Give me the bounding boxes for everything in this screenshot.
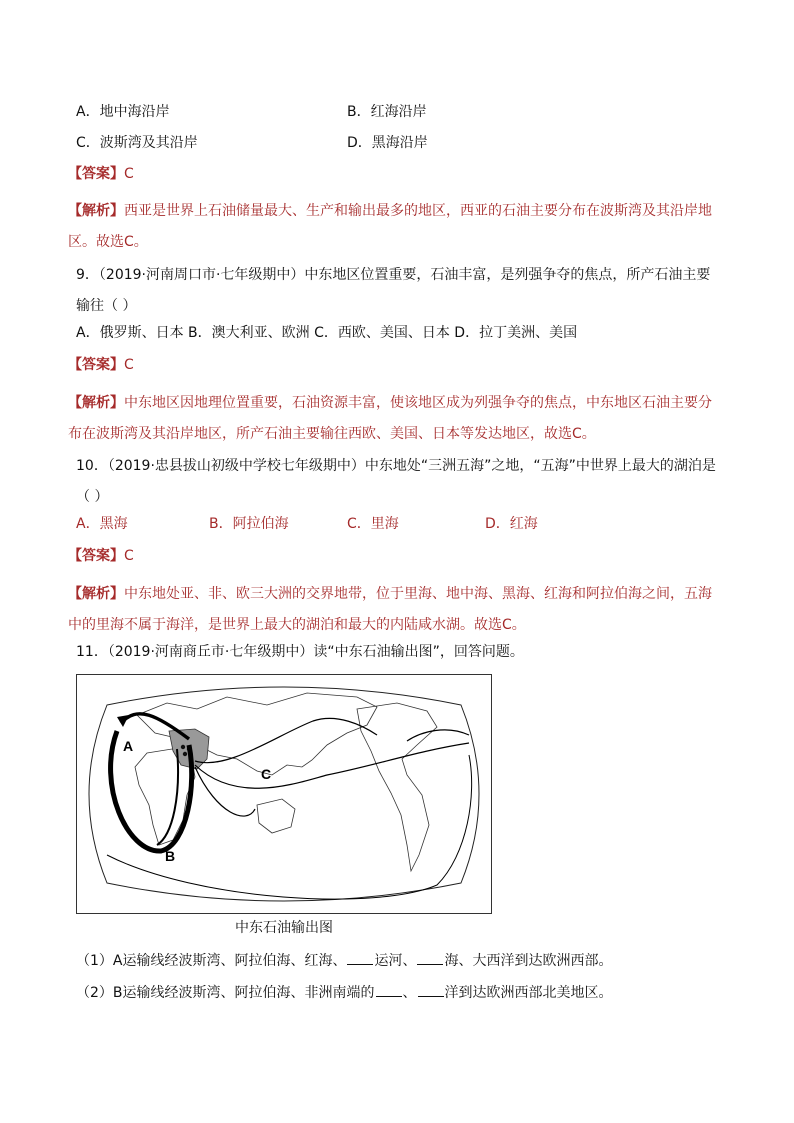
q8-option-c: C．波斯湾及其沿岸 [76, 135, 198, 151]
route-a-arrow [117, 715, 129, 727]
answer-blank [347, 950, 373, 965]
q11-stem: 11．（2019·河南商丘市·七年级期中）读“中东石油输出图”，回答问题。 [76, 644, 524, 660]
oil-export-map [76, 674, 492, 914]
q9-options: A．俄罗斯、日本 B．澳大利亚、欧洲 C．西欧、美国、日本 D．拉丁美洲、美国 [76, 325, 578, 341]
sub2-text-2: 、 [402, 985, 417, 1001]
q11-sub1 [76, 950, 612, 971]
answer-value: C [124, 548, 134, 564]
q10-option-a: A．黑海 [76, 516, 128, 532]
answer-tag: 【答案】 [68, 357, 124, 373]
answer-blank [418, 982, 444, 997]
q9-answer [68, 355, 134, 375]
route-b-inner [157, 749, 178, 845]
analysis-tag: 【解析】 [68, 395, 124, 411]
answer-tag: 【答案】 [68, 166, 124, 182]
answer-blank [417, 950, 443, 965]
q9-stem: 9．（2019·河南周口市·七年级期中）中东地区位置重要，石油丰富，是列强争夺的焦点，所产石油主要输往（ ） [76, 267, 711, 314]
route-america-line [407, 730, 469, 741]
q10-analysis [68, 579, 720, 641]
q8-option-d: D．黑海沿岸 [347, 135, 428, 151]
oil-field-marker [181, 745, 185, 749]
q8-answer [68, 164, 134, 184]
map-label-c: C [261, 766, 272, 782]
route-east-line [195, 743, 469, 788]
analysis-text: 西亚是世界上石油储量最大、生产和输出最多的地区，西亚的石油主要分布在波斯湾及其沿岸地区。故选C。 [68, 203, 712, 250]
q8-option-b: B．红海沿岸 [347, 104, 427, 120]
analysis-tag: 【解析】 [68, 586, 124, 602]
map-caption: 中东石油输出图 [235, 920, 333, 936]
route-south-line [107, 755, 472, 899]
q10-option-c: C．里海 [347, 516, 399, 532]
map-outline [89, 687, 479, 901]
q10-option-b: B．阿拉伯海 [209, 516, 289, 532]
q10-option-d: D．红海 [485, 516, 538, 532]
q8-analysis [68, 196, 720, 258]
q10-answer [68, 546, 134, 566]
answer-value: C [124, 166, 134, 182]
analysis-text: 中东地处亚、非、欧三大洲的交界地带，位于里海、地中海、黑海、红海和阿拉伯海之间，五海中的里海不属于海洋，是世界上最大的湖泊和最大的内陆咸水湖。故选C。 [68, 586, 712, 633]
analysis-tag: 【解析】 [68, 203, 124, 219]
sub1-text-3: 海、大西洋到达欧洲西部。 [444, 953, 613, 969]
answer-blank [376, 982, 402, 997]
q9-analysis [68, 388, 720, 450]
map-label-a: A [123, 738, 134, 754]
world-map-graphic [77, 675, 491, 913]
sub2-text-3: 洋到达欧洲西部北美地区。 [444, 985, 613, 1001]
q11-sub2 [76, 982, 613, 1003]
answer-tag: 【答案】 [68, 548, 124, 564]
sub1-text-1: （1）A运输线经波斯湾、阿拉伯海、红海、 [76, 953, 347, 969]
answer-value: C [124, 357, 134, 373]
route-australia-line [195, 767, 255, 816]
q8-option-a: A．地中海沿岸 [76, 104, 170, 120]
oil-field-marker [183, 752, 187, 756]
australia-coast [257, 799, 295, 833]
q10-stem: 10．（2019·忠县拔山初级中学校七年级期中）中东地处“三洲五海”之地，“五海”中世界上最大的湖泊是（ ） [76, 458, 716, 505]
map-label-b: B [165, 848, 176, 864]
americas-coast [357, 703, 437, 871]
sub2-text-1: （2）B运输线经波斯湾、阿拉伯海、非洲南端的 [76, 985, 375, 1001]
analysis-text: 中东地区因地理位置重要，石油资源丰富，使该地区成为列强争夺的焦点，中东地区石油主要分布在波斯湾及其沿岸地区，所产石油主要输往西欧、美国、日本等发达地区，故选C。 [68, 395, 712, 442]
sub1-text-2: 运河、 [374, 953, 417, 969]
